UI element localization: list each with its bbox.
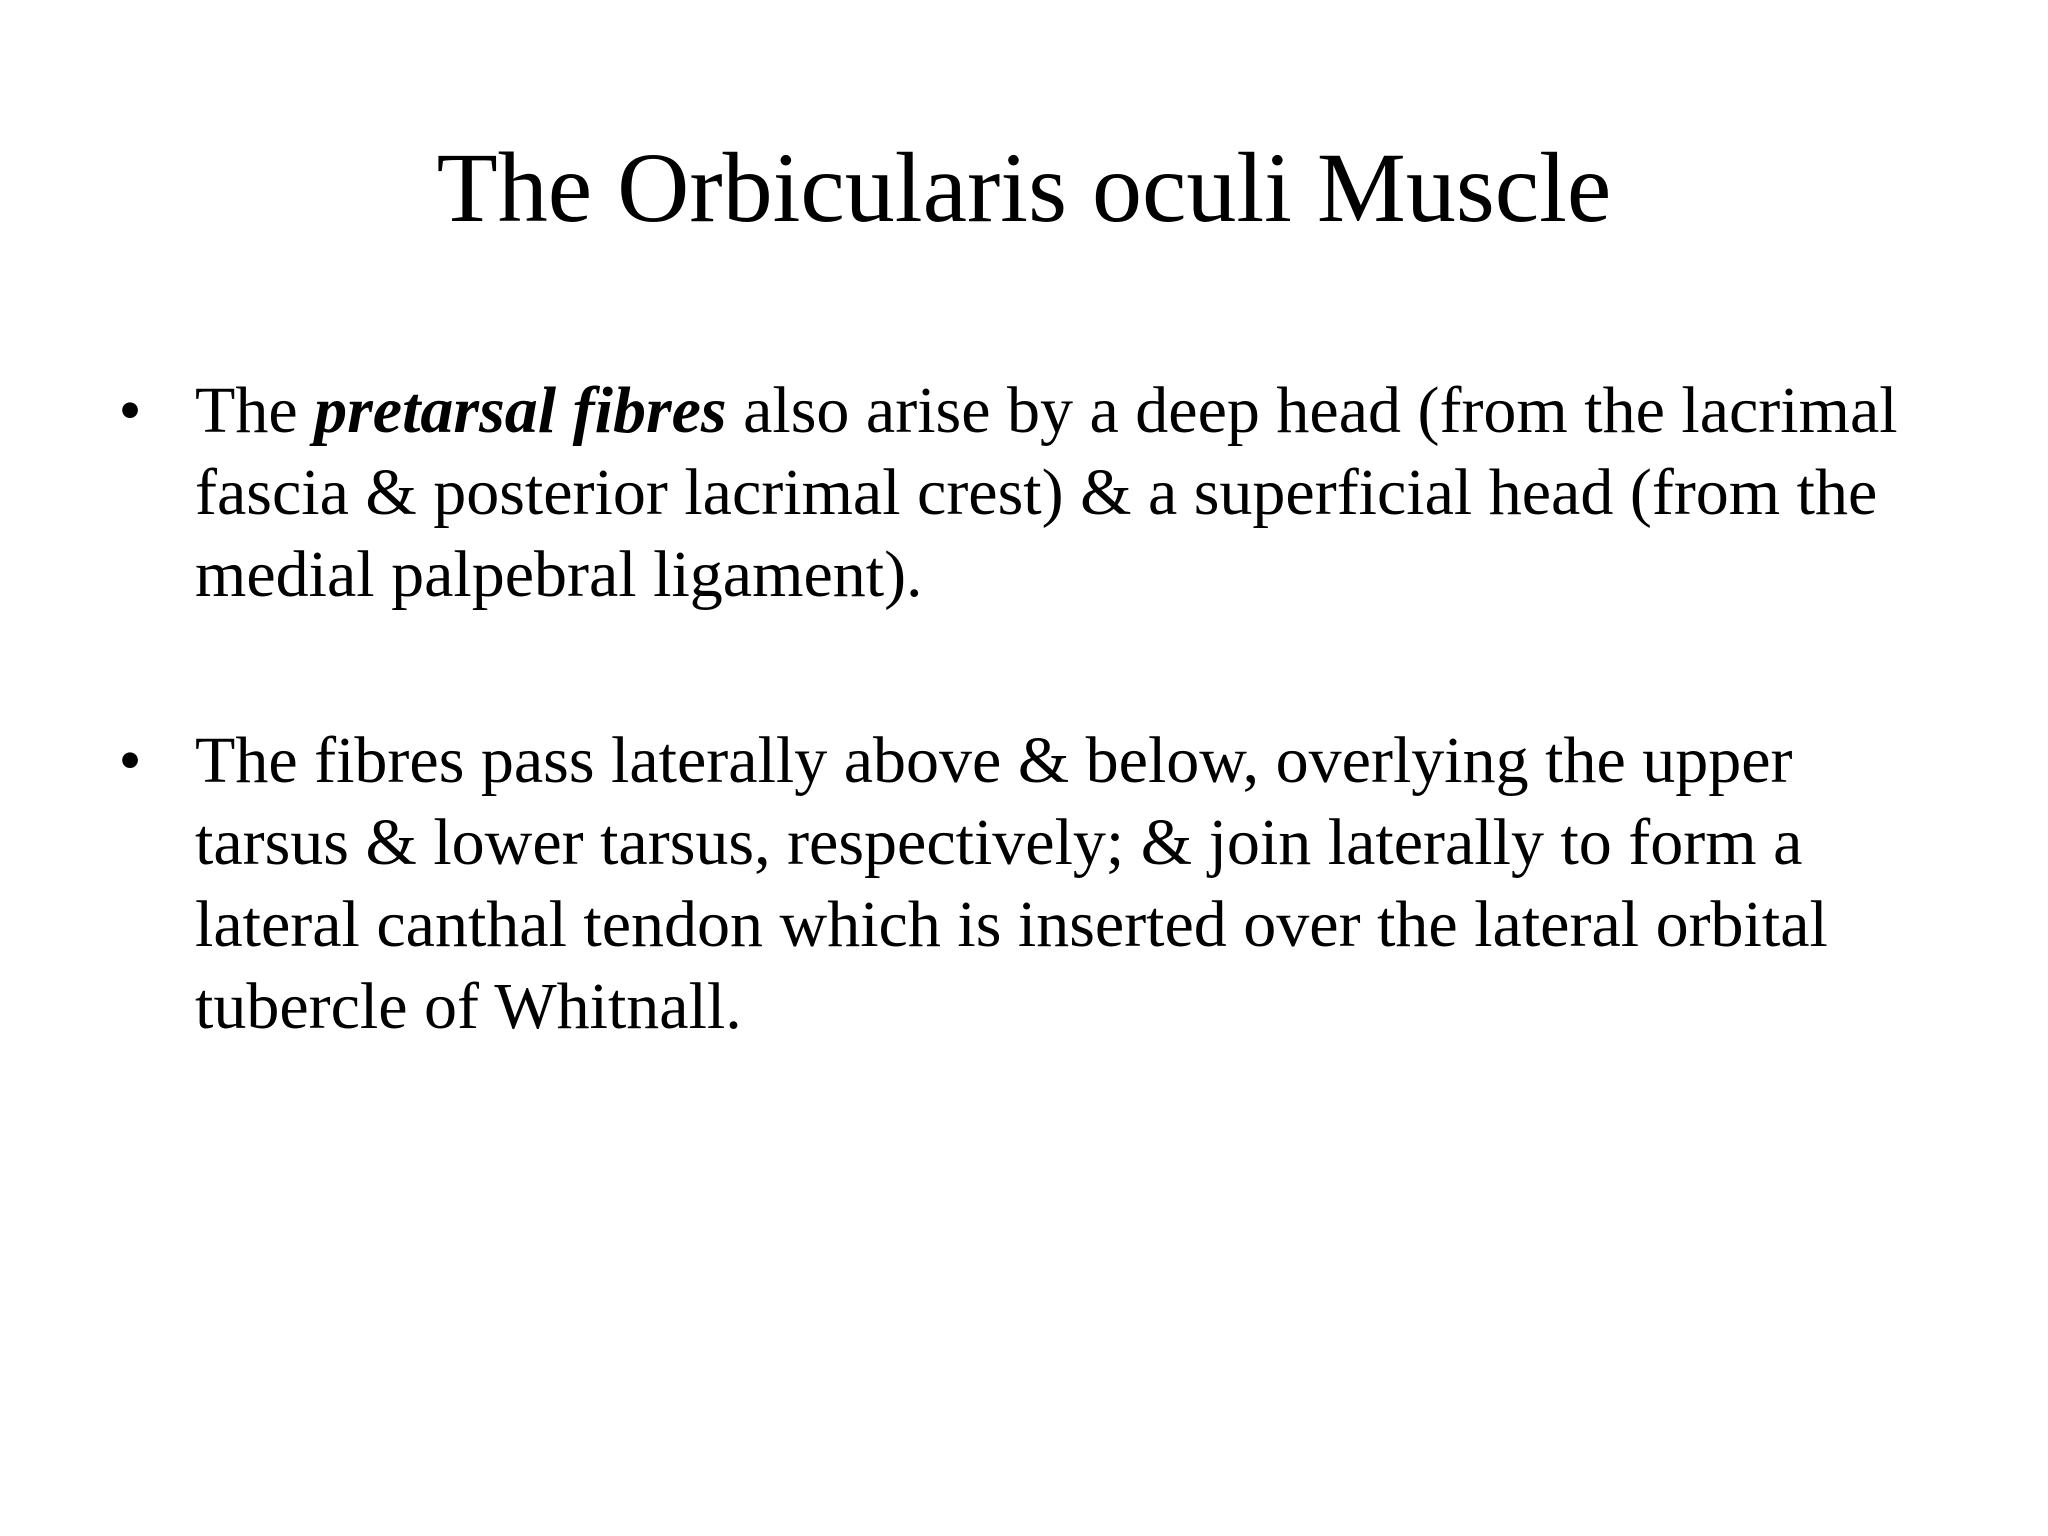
emphasized-term: pretarsal fibres bbox=[314, 374, 727, 447]
bullet-item-pretarsal-fibres bbox=[110, 370, 1960, 616]
slide-title: The Orbicularis oculi Muscle bbox=[436, 132, 1612, 243]
bullet-text: also arise by a deep head (from the lacrimal fascia & posterior lacrimal crest) & a superficial head (from the medial palpebral ligament). bbox=[195, 374, 1898, 611]
bullet-item-fibre-course bbox=[110, 720, 1960, 1048]
bullet-text: The fibres pass laterally above & below, overlying the upper tarsus & lower tarsus, respectively; & join laterally to form a lateral canthal tendon which is inserted over the lateral orbital tubercle of Whitnall. bbox=[195, 724, 1828, 1043]
bullet-marker: • bbox=[118, 374, 142, 447]
bullet-marker: • bbox=[118, 724, 142, 797]
bullet-lead-text: The bbox=[195, 374, 315, 447]
bullet-list bbox=[110, 370, 1960, 1048]
